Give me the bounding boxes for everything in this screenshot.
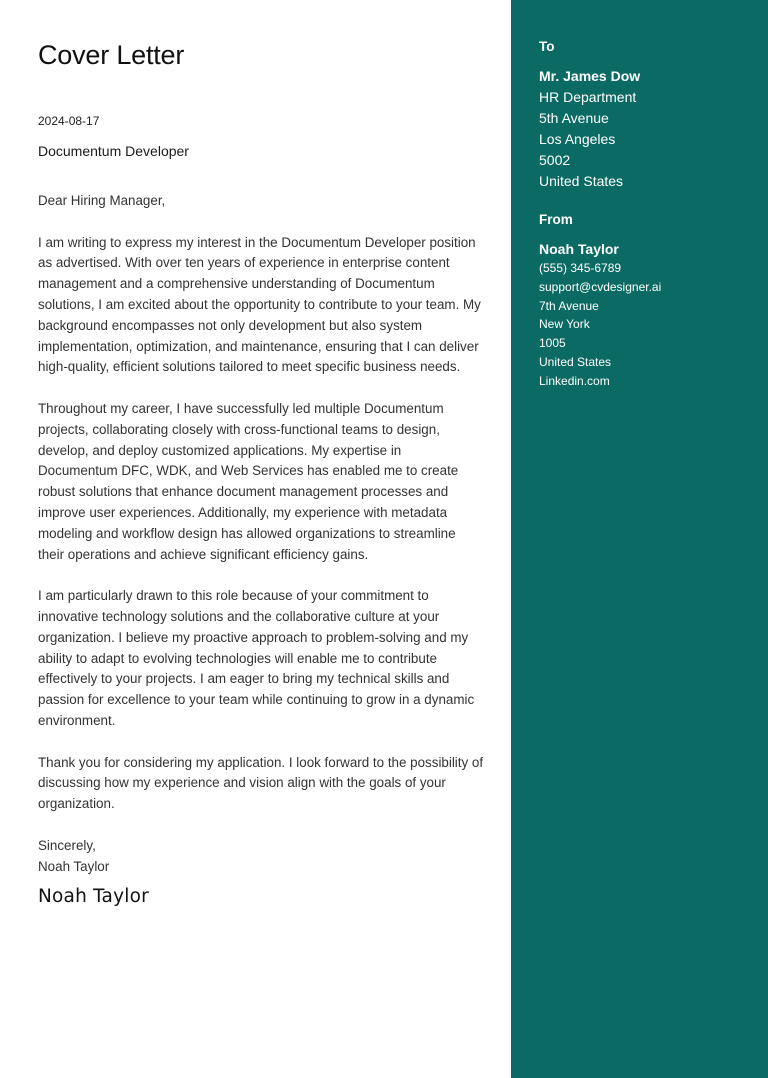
recipient-block <box>539 39 640 192</box>
paragraph: Thank you for considering my application. I look forward to the possibility of discussing how my experience and vision align with the goals of your organization. <box>38 754 484 812</box>
paragraph: Throughout my career, I have successfully led multiple Documentum projects, collaborating closely with cross-functional teams to design, develop, and deploy customized applications. My expertise in Documentum DFC, WDK, and Web Services has enabled me to create robust solutions that enhance document management processes and improve user experiences. Additionally, my experience with metadata modeling and workflow design has allowed organizations to streamline their operations and achieve significant efficiency gains. <box>38 400 459 562</box>
paragraph: I am particularly drawn to this role because of your commitment to innovative technology solutions and the collaborative culture at your organization. I believe my proactive approach to problem-solving and my ability to adapt to evolving technologies will enable me to contribute effectively to your projects. I am eager to bring my technical skills and passion for excellence to your team while continuing to grow in a dynamic environment. <box>38 588 475 728</box>
sender-linkedin-link[interactable]: Linkedin.com <box>539 373 610 388</box>
recipient-city: Los Angeles <box>539 131 616 147</box>
contact-sidebar <box>511 0 768 1078</box>
sender-block <box>539 212 661 391</box>
recipient-name: Mr. James Dow <box>539 68 641 84</box>
letter-date: 2024-08-17 <box>38 114 100 128</box>
sender-heading: From <box>539 212 573 227</box>
recipient-postal-code: 5002 <box>539 152 571 168</box>
sender-country: United States <box>539 354 612 369</box>
closing-name: Noah Taylor <box>38 858 110 874</box>
recipient-country: United States <box>539 173 624 189</box>
signature: Noah Taylor <box>38 886 149 908</box>
sender-name: Noah Taylor <box>539 241 619 257</box>
paragraph: I am writing to express my interest in the Documentum Developer position as advertised. With over ten years of experience in enterprise content management and a comprehensive understanding of Documentum solutions, I am excited about the opportunity to contribute to your team. My background encompasses not only development but also system implementation, optimization, and maintenance, ensuring that I can deliver high-quality, efficient solutions tailored to meet specific business needs. <box>38 234 481 375</box>
sender-street: 7th Avenue <box>539 298 599 313</box>
recipient-department: HR Department <box>539 89 637 105</box>
salutation: Dear Hiring Manager, <box>38 193 166 208</box>
recipient-heading: To <box>539 39 555 54</box>
sender-email[interactable]: support@cvdesigner.ai <box>539 279 662 294</box>
page-title: Cover Letter <box>38 40 185 70</box>
recipient-street: 5th Avenue <box>539 110 609 126</box>
letter-body <box>38 191 484 908</box>
sender-phone: (555) 345-6789 <box>539 261 622 275</box>
sender-city: New York <box>539 317 590 332</box>
closing: Sincerely, <box>38 837 96 853</box>
job-position: Documentum Developer <box>38 143 189 159</box>
sender-postal-code: 1005 <box>539 336 566 351</box>
